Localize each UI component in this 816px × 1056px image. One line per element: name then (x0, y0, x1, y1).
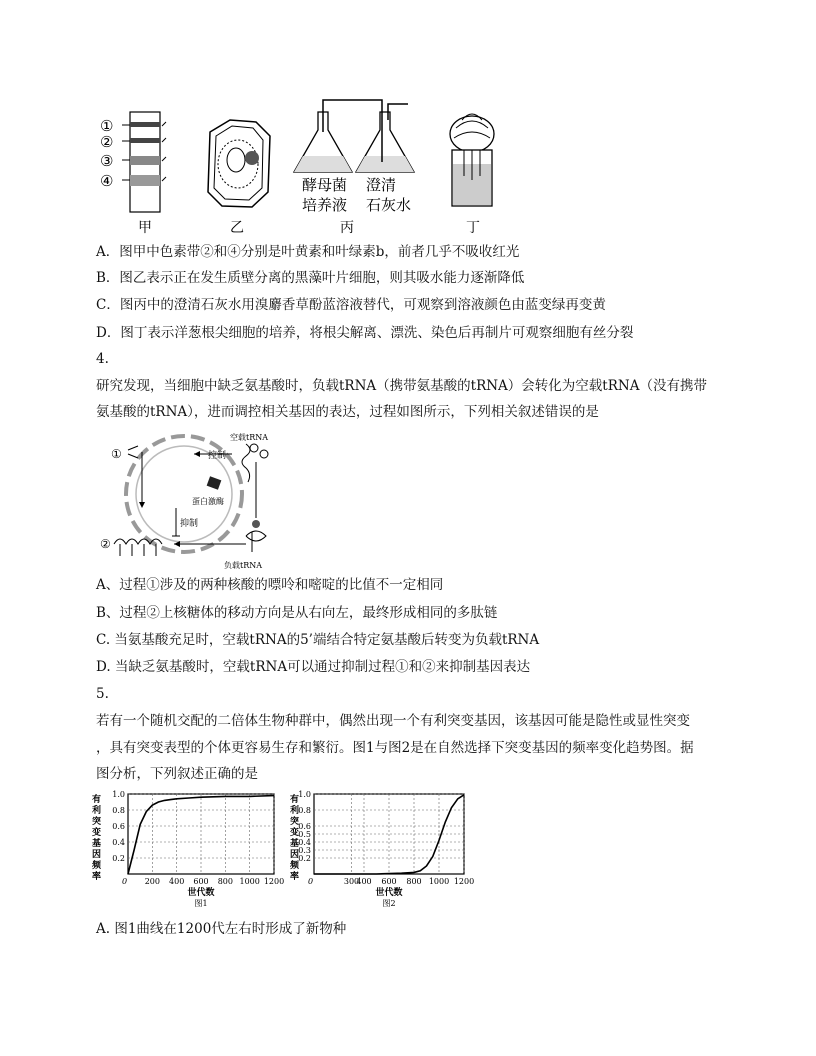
y-tick-label: 1.0 (112, 790, 125, 799)
x-tick-label: 600 (193, 877, 209, 886)
trna-regulation-diagram (96, 432, 321, 572)
q4-option-a: A、过程①涉及的两种核酸的嘌呤和嘧啶的比值不一定相同 (96, 577, 444, 593)
x-tick-label: 200 (144, 877, 160, 886)
y-tick-label: 0.8 (112, 806, 125, 815)
y-tick-label: 1.0 (298, 790, 311, 799)
top-label: 空载tRNA (230, 433, 269, 442)
x-axis-label: 世代数 (375, 888, 403, 898)
flask-label-limewater: 石灰水 (366, 196, 412, 214)
inhibit-label: 抑制 (180, 519, 199, 529)
y-axis-label-char: 有 (290, 795, 300, 805)
band-label: ① (100, 117, 114, 135)
band-label: ② (100, 133, 114, 151)
y-tick-label: 0.8 (298, 806, 311, 815)
experiment-figures (90, 92, 530, 237)
y-axis-label-char: 突 (92, 817, 102, 827)
control-label: 控制 (208, 451, 227, 461)
figure-label-jia: 甲 (138, 220, 152, 236)
y-axis-label-char: 因 (290, 850, 300, 860)
x-tick-label: 400 (169, 877, 185, 886)
x-tick-label: 1000 (239, 877, 260, 886)
x-tick-label: 800 (217, 877, 233, 886)
q4-option-c: C. 当氨基酸充足时，空载tRNA的5’端结合特定氨基酸后转变为负载tRNA (96, 632, 540, 648)
y-axis-label-char: 变 (290, 828, 300, 838)
y-axis-label-char: 频 (290, 861, 300, 871)
y-axis-label-char: 变 (92, 828, 102, 838)
q3-option-b: B．图乙表示正在发生质壁分离的黑藻叶片细胞，则其吸水能力逐渐降低 (96, 270, 525, 286)
q4-stem-line: 研究发现，当细胞中缺乏氨基酸时，负载tRNA（携带氨基酸的tRNA）会转化为空载tRNA（没有携带 (96, 378, 707, 394)
y-axis-label-char: 突 (290, 817, 300, 827)
process-1-label: ① (111, 447, 122, 461)
process-2-label: ② (100, 537, 111, 551)
y-tick-label: 0.5 (298, 830, 311, 839)
y-axis-label-char: 因 (92, 850, 102, 860)
y-tick-label: 0.4 (298, 838, 311, 847)
x-axis-label: 世代数 (187, 888, 215, 898)
figure-jia-chromatography (100, 112, 166, 212)
y-axis-label-char: 利 (92, 806, 102, 816)
flask-label-yeast: 培养液 (302, 196, 348, 214)
chart-figure-2 (286, 790, 480, 914)
y-tick-label: 0.2 (112, 854, 125, 863)
y-axis-label-char: 率 (290, 872, 300, 882)
x-tick-label: 800 (406, 877, 422, 886)
chart-title: 图2 (382, 899, 396, 908)
y-tick-label: 0.4 (112, 838, 125, 847)
figure-yi-plant-cell (208, 120, 270, 207)
y-tick-label: 0.6 (112, 822, 125, 831)
y-axis-label-char: 率 (92, 872, 102, 882)
q3-option-d: D．图丁表示洋葱根尖细胞的培养，将根尖解离、漂洗、染色后再制片可观察细胞有丝分裂 (96, 325, 634, 341)
q4-number: 4. (96, 351, 109, 367)
y-axis-label-char: 基 (92, 839, 102, 849)
y-tick-label: 0.3 (298, 846, 311, 855)
q5-stem-line: 若有一个随机交配的二倍体生物种群中，偶然出现一个有利突变基因，该基因可能是隐性或显性突变 (96, 713, 690, 729)
y-axis-label-char: 有 (92, 795, 102, 805)
band-label: ③ (100, 152, 114, 170)
kinase-label: 蛋白激酶 (192, 497, 224, 506)
y-axis-label-char: 频 (92, 861, 102, 871)
figure-bing-flasks (294, 100, 414, 214)
x-tick-label: 600 (381, 877, 397, 886)
q5-stem-line: 图分析，下列叙述正确的是 (96, 766, 258, 782)
q3-option-a: A．图甲中色素带②和④分别是叶黄素和叶绿素b，前者几乎不吸收红光 (96, 244, 520, 260)
flask-label-limewater: 澄清 (366, 176, 397, 194)
figure-label-bing: 丙 (340, 220, 354, 236)
x-tick-label: 1200 (263, 877, 284, 886)
x-tick-label: 1200 (453, 877, 475, 886)
figure-ding-onion (450, 114, 494, 206)
band-label: ④ (100, 172, 114, 190)
q5-option-a: A. 图1曲线在1200代左右时形成了新物种 (96, 921, 347, 937)
charged-trna-label: 负载tRNA (224, 561, 263, 570)
y-tick-label: 0.2 (298, 854, 311, 863)
q4-stem-line: 氨基酸的tRNA），进而调控相关基因的表达，过程如图所示，下列相关叙述错误的是 (96, 404, 599, 420)
x-tick-label: 400 (356, 877, 372, 886)
chart-figure-1 (88, 790, 284, 914)
q4-option-b: B、过程②上核糖体的移动方向是从右向左，最终形成相同的多肽链 (96, 605, 498, 621)
q5-number: 5. (96, 686, 109, 702)
origin-label: 0 (122, 877, 128, 886)
y-tick-label: 0.6 (298, 822, 311, 831)
x-tick-label: 300 (343, 877, 360, 886)
y-axis-label-char: 基 (290, 839, 300, 849)
x-tick-label: 1000 (428, 877, 450, 886)
q5-stem-line: ，具有突变表型的个体更容易生存和繁衍。图1与图2是在自然选择下突变基因的频率变化趋势图。据 (96, 740, 694, 756)
y-axis-label-char: 利 (290, 806, 300, 816)
flask-label-yeast: 酵母菌 (302, 176, 348, 194)
chart-title: 图1 (194, 899, 208, 908)
q4-option-d: D. 当缺乏氨基酸时，空载tRNA可以通过抑制过程①和②来抑制基因表达 (96, 659, 531, 675)
q3-option-c: C．图丙中的澄清石灰水用溴麝香草酚蓝溶液替代，可观察到溶液颜色由蓝变绿再变黄 (96, 297, 606, 313)
figure-label-yi: 乙 (230, 220, 244, 236)
figure-label-ding: 丁 (466, 220, 480, 236)
origin-label: 0 (308, 877, 314, 886)
